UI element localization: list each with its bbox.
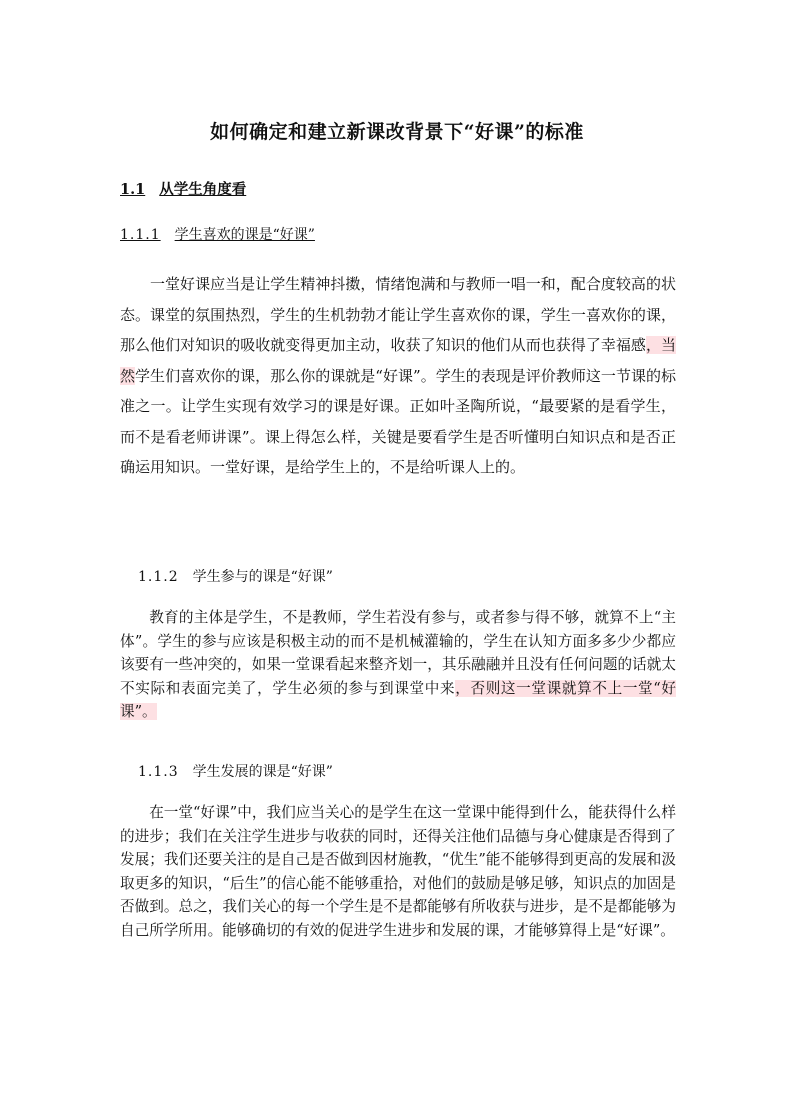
section-number: 1.1 — [120, 181, 146, 198]
subsection-heading-1-1-1 — [120, 224, 315, 244]
subsection-heading-1-1-2 — [138, 566, 333, 586]
paragraph-text: 教育的主体是学生，不是教师，学生若没有参与，或者参与得不够，就算不上“主体”。学生的参与应该是积极主动的而不是机械灌输的，学生在认知方面多多少少都应该要有一些冲突的，如果一堂课看起来整齐划一，其乐融融并且没有任何问题的话就太不实际和表面完美了，学生必须的参与到课堂中来 — [120, 609, 676, 697]
paragraph-2 — [120, 606, 676, 724]
paragraph-text: 一堂好课应当是让学生精神抖擞，情绪饱满和与教师一唱一和，配合度较高的状态。课堂的氛围热烈，学生的生机勃勃才能让学生喜欢你的课，学生一喜欢你的课，那么他们对知识的吸收就变得更加主动，收获了知识的他们从而也获得了幸福感 — [120, 275, 676, 354]
subsection-number: 1.1.2 — [138, 569, 179, 585]
section-heading-1-1 — [120, 178, 246, 199]
highlighted-text: ，否则这一堂课就算不上一堂“好课”。 — [120, 679, 676, 720]
subsection-heading-text: 学生发展的课是“好课” — [192, 764, 333, 780]
paragraph-text: 学生们喜欢你的课，那么你的课就是“好课”。学生的表现是评价教师这一节课的标准之一。让学生实现有效学习的课是好课。正如叶圣陶所说，“最要紧的是看学生，而不是看老师讲课”。课上得怎么样，关键是要看学生是否听懂明白知识点和是否正确运用知识。一堂好课，是给学生上的，不是给听课人上的。 — [120, 366, 676, 476]
highlighted-text: ，当然 — [120, 336, 676, 385]
page-title: 如何确定和建立新课改背景下“好课”的标准 — [210, 121, 584, 143]
section-heading-text: 从学生角度看 — [159, 181, 247, 198]
subsection-heading-text: 学生参与的课是“好课” — [192, 569, 333, 585]
paragraph-1 — [120, 269, 676, 483]
subsection-number: 1.1.3 — [138, 764, 179, 780]
subsection-number: 1.1.1 — [120, 227, 161, 243]
subsection-heading-text: 学生喜欢的课是“好课” — [174, 227, 315, 243]
paragraph-3: 在一堂“好课”中，我们应当关心的是学生在这一堂课中能得到什么，能获得什么样的进步；我们在关注学生进步与收获的同时，还得关注他们品德与身心健康是否得到了发展；我们还要关注的是自己是否做到因材施教，“优生”能不能够得到更高的发展和汲取更多的知识，“后生”的信心能不能够重拾，对他们的鼓励是够足够，知识点的加固是否做到。总之，我们关心的每一个学生是不是都能够有所收获与进步，是不是都能够为自己所学所用。能够确切的有效的促进学生进步和发展的课，才能够算得上是“好课”。 — [120, 804, 676, 939]
subsection-heading-1-1-3 — [138, 761, 333, 781]
